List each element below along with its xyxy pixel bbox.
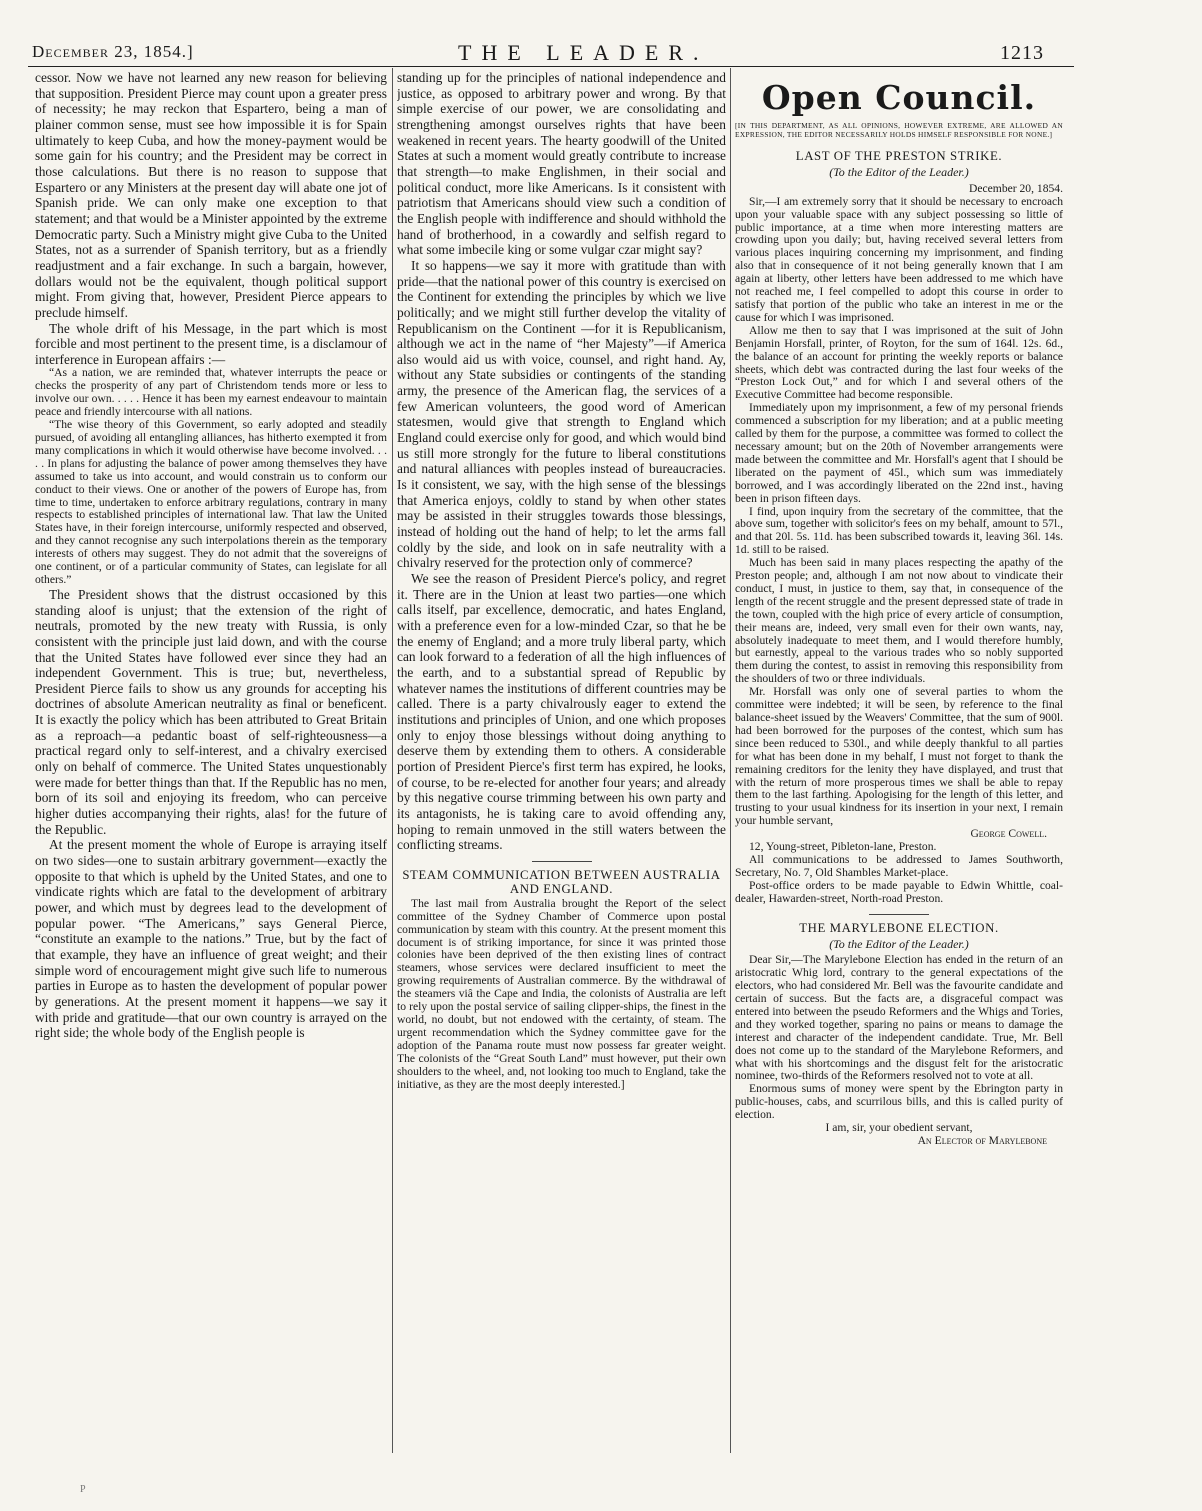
letter-signature: An Elector of Marylebone xyxy=(917,1133,1047,1147)
signatory-address: 12, Young-street, Pibleton-lane, Preston. xyxy=(749,840,937,854)
column-3 xyxy=(735,70,1063,1450)
paragraph: The President shows that the distrust occasioned by this standing aloof is unjust; that the extension of the right of neutrals, promoted by the new treaty with Russia, is only consistent with the principle just laid down, and with the course that the United States have followed ever since they had an independent Government. This is true; but, nevertheless, President Pierce fails to show us any grounds for accepting his doctrines of absolute American neutrality as final or beneficent. It is exactly the policy which has been attributed to Great Britain as a reproach—a pedantic boast of self-righteousness—a practical regard only to self-interest, and a chivalry exercised only on behalf of commerce. The United States unquestionably were made for better things than that. If the Republic has no men, born of its soil and enjoying its freedom, who can perceive higher duties accompanying their rights, alas! for the future of the Republic. xyxy=(35,586,387,837)
quotation: “As a nation, we are reminded that, whatever interrupts the peace or checks the prosperity of any part of Christendom tends more or less to involve our own. . . . . Hence it has been my earnest endeavour to maintain peace and friendly intercourse with all nations. xyxy=(35,366,387,419)
page-header xyxy=(28,40,1074,67)
page-number: 1213 xyxy=(1000,42,1044,64)
letter-address-line: (To the Editor of the Leader.) xyxy=(829,936,969,951)
column-rule-1 xyxy=(392,68,393,1453)
paragraph: The whole drift of his Message, in the part which is most forcible and most pertinent to the present time, is a disclamour of interference in European affairs :— xyxy=(35,320,387,367)
footer-mark: P xyxy=(80,1484,86,1495)
paragraph: The last mail from Australia brought the Report of the select committee of the Sydney Chamber of Commerce upon postal communication by steam with this country. At the present moment this document is of striking importance, for since it was printed those colonies have been deprived of the then existing lines of contract steamers, whose services were declared insufficient to meet the growing requirements of Australian commerce. By the withdrawal of the steamers viâ the Cape and India, the colonists of Australia are left to rely upon the postal service of sailing clipper-ships, the finest in the world, no doubt, but not endowed with the certainty, of steam. The urgent recommendation which the Sydney committee gave for the adoption of the Panama route must now possess far greater weight. The colonists of the “Great South Land” must however, put their own shoulders to the wheel, and, not looking too much to England, take the initiative, as they are the most deeply interested.] xyxy=(397,896,726,1091)
newspaper-title: THE LEADER. xyxy=(458,40,709,65)
paragraph: Much has been said in many places respecting the apathy of the Preston people; and, although I am not now about to vindicate their conduct, I must, in justice to them, say that, in consequence of the length of the recent struggle and the present depressed state of trade in the town, coupled with the high price of every article of consumption, their means are, indeed, very small even for their own wants, nay, absolutely inadequate to meet them, and I would therefore humbly, but earnestly, appeal to the various trades who so nobly supported them during the contest, to assist in removing this responsibility from the shoulders of two or three individuals. xyxy=(735,556,1063,686)
section-divider xyxy=(532,861,592,862)
paragraph: Allow me then to say that I was imprisoned at the suit of John Benjamin Horsfall, printer, of Royton, for the sum of 164l. 12s. 6d., the balance of an account for printing the weekly reports or balance sheets, which debt was contracted during the last four weeks of the “Preston Lock Out,” and for which I and several others of the Executive Committee had become responsible. xyxy=(735,323,1063,402)
issue-date: December 23, 1854.] xyxy=(32,42,194,61)
paragraph: It so happens—we say it more with gratitude than with pride—that the national power of this country is exercised on the Continent for extending the principles by which we live politically; and we might still further develop the vitality of Republicanism on the Continent —for it is Republicanism, although we act in the name of “her Majesty”—if America also would aid us with voice, counsel, and right hand. Ay, without any State subsidies or contingents of the standing army, the presence of the American flag, the services of a few American volunteers, the good word of American statesmen, would give that strength to England which England could exercise only for good, and which would bind us still more strongly for the future to liberal constitutions and natural alliances with peoples instead of bureaucracies. Is it consistent, we say, with the high sense of the blessings that America enjoys, coldly to stand by when other states may be assisted in their struggles towards those blessings, instead of holding out the hand of help; to let the arms fall coldly by the side, and look on in safe neutrality with a chivalry reserved for the protection only of commerce? xyxy=(397,257,726,571)
open-council-masthead: Open Council. xyxy=(761,78,1037,117)
paragraph: Mr. Horsfall was only one of several parties to whom the committee were indebted; it will be seen, by reference to the final balance-sheet issued by the Weavers' Committee, that the sum of 900l. had been borrowed for the purposes of the contest, which sum has since been reduced to 530l., and while deeply thankful to all parties for what has been done in my behalf, I must not forget to thank the remaining creditors for the lenity they have displayed, and trust that with the return of more prosperous times we shall be able to repay them to the last farthing. Apologising for the length of this letter, and trusting to your usual kindness for its insertion in your next, I remain your humble servant, xyxy=(735,685,1063,828)
paragraph: Enormous sums of money were spent by the Ebrington party in public-houses, cabs, and scurrilous bills, and this is called purity of election. xyxy=(735,1082,1063,1122)
paragraph: Immediately upon my imprisonment, a few of my personal friends commenced a subscription for my liberation; and at a public meeting called by them for the purpose, a committee was formed to collect the necessary amount; but on the 20th of November arrangements were made between the committee and Mr. Horsfall's agent that I should be liberated on the payment of 45l., which sum was immediately borrowed, and I was accordingly liberated on the 22nd inst., having been in prison fifteen days. xyxy=(735,401,1063,505)
letter-date: December 20, 1854. xyxy=(968,181,1063,195)
paragraph: standing up for the principles of national independence and justice, as opposed to arbitrary power and wrong. By that simple exercise of our power, we are consolidating and strengthening amongst ourselves rights that have been weakened in recent years. The hearty goodwill of the United States at such a moment would greatly contribute to increase that strength—to make Englishmen, in their social and political conduct, more like Americans. Is it consistent with patriotism that Americans should view such a condition of the English people with indifference and should withhold the hand of brotherhood, in a cowardly and selfish regard to what some imbecile king or some vulgar czar might say? xyxy=(397,70,726,258)
paragraph: Sir,—I am extremely sorry that it should be necessary to encroach upon your valuable space with any subject possessing so little of public importance, at a time when more interesting matters are crowding upon you daily; but, having received several letters from various places inquiring concerning my imprisonment, and finding also that in consequence of it not being generally known that I am again at liberty, other letters have been addressed to me which have not reached me, I feel compelled to adopt this course in order to satisfy that portion of the public who take an interest in me or the cause for which I was imprisoned. xyxy=(735,194,1063,324)
letter-address-line: (To the Editor of the Leader.) xyxy=(829,165,969,180)
paragraph: All communications to be addressed to James Southworth, Secretary, No. 7, Old Shambles Market-place. xyxy=(735,852,1063,879)
column-rule-2 xyxy=(730,68,731,1453)
preston-strike-heading: LAST OF THE PRESTON STRIKE. xyxy=(795,149,1003,164)
marylebone-election-heading: THE MARYLEBONE ELECTION. xyxy=(799,920,999,935)
column-1 xyxy=(35,70,387,1450)
paragraph: cessor. Now we have not learned any new reason for believing that supposition. President Pierce may count upon a greater press of necessity; he may reckon that Espartero, being a man of plainer common sense, must see how impossible it is for Spain ultimately to keep Cuba, and how the money-payment would be some gain for his country; and the President may be correct in those calculations. But there is no reason to suppose that Espartero or any Ministers at the present day will abate one jot of Spanish pride. We can only make one exception to that statement; and that would be a Minister appointed by the extreme Democratic party. Such a Ministry might give Cuba to the United States, not as a surrender of Spanish territory, but as a friendly readjustment and a fair exchange. In such a bargain, however, dollars would not be the equivalent, though political support might. From giving that, however, President Pierce appears to preclude himself. xyxy=(35,70,387,320)
paragraph: I find, upon inquiry from the secretary of the committee, that the above sum, together with solicitor's fees on my behalf, amount to 57l., and that 20l. 5s. 11d. has been subscribed towards it, leaving 36l. 14s. 1d. still to be raised. xyxy=(735,504,1063,557)
letter-closing: I am, sir, your obedient servant, xyxy=(825,1121,973,1135)
paragraph: At the present moment the whole of Europe is arraying itself on two sides—one to sustain arbitrary government—exactly the opposite to that which is upheld by the United States, and one to vindicate rights which are fatal to the development of arbitrary power, and which must by degrees lead to the development of popular power. “The Americans,” says General Pierce, “constitute an example to the nations.” True, but by the fact of that example, they have an influence of great weight; and their simple word of encouragement might give such life to numerous parties in Europe as to hasten the development of popular power by generations. At the present moment it happens—we say it with pride and gratitude—that our own country is arrayed on the right side; the whole body of the English people is xyxy=(35,837,387,1041)
paragraph: Dear Sir,—The Marylebone Election has ended in the return of an aristocratic Whig lord, contrary to the general expectations of the electors, who had considered Mr. Bell was the favourite candidate and certain of success. But the facts are, a disgraceful compact was entered into between the pseudo Reformers and the Whigs and Tories, and they worked together, sparing no pains or means to damage the interest and character of the independent candidate. True, Mr. Bell does not come up to the standard of the Marylebone Reformers, and what with his shortcomings and the disgust felt for the aristocratic nominee, two-thirds of the Reformers resolved not to vote at all. xyxy=(735,953,1063,1083)
paragraph: Post-office orders to be made payable to Edwin Whittle, coal-dealer, Hawarden-street, North-road Preston. xyxy=(735,878,1063,905)
paragraph: We see the reason of President Pierce's policy, and regret it. There are in the Union at least two parties—one which calls itself, par excellence, democratic, and hates England, with a preference even for a low-minded Czar, so that he be the enemy of England; and a more truly liberal party, which can look forward to a federation of all the high influences of the earth, and to a substantial spread of Republic by whatever names the institutions of different countries may be called. There is a party chivalrously eager to extend the institutions and principles of Union, and one which proposes only to enjoy those blessings without doing anything to deserve them by extending them to others. A considerable portion of President Pierce's first term has expired, he looks, of course, to be re-elected for another four years; and already by this negative course trimming between his own party and its antagonists, he is taking care to avoid offending any, hoping to remain unmoved in the still waters between the conflicting streams. xyxy=(397,571,726,853)
quotation: “The wise theory of this Government, so early adopted and steadily pursued, of avoiding all entangling alliances, has hitherto exempted it from many complications in which it would otherwise have become involved. . . . . In plans for adjusting the balance of power among themselves they have assumed to take us into account, and would constrain us to conform our conduct to their views. One or another of the powers of Europe has, from time to time, undertaken to enforce arbitrary regulations, contrary in many respects to established principles of international law. That law the United States have, in their foreign intercourse, uniformly respected and observed, and they cannot recognise any such interpolations therein as the temporary interests of others may suggest. They do not admit that the sovereigns of one continent, or of a particular community of States, can legislate for all others.” xyxy=(35,418,387,586)
letter-signature: George Cowell. xyxy=(970,827,1047,841)
column-2 xyxy=(397,70,726,1450)
editorial-disclaimer: [IN THIS DEPARTMENT, AS ALL OPINIONS, HOWEVER EXTREME, ARE ALLOWED AN EXPRESSION, THE EDITOR NECESSARILY HOLDS HIMSELF RESPONSIBLE FOR NONE.] xyxy=(735,121,1063,139)
section-divider xyxy=(869,914,929,915)
steam-article-heading: STEAM COMMUNICATION BETWEEN AUSTRALIA AND ENGLAND. xyxy=(402,867,721,896)
